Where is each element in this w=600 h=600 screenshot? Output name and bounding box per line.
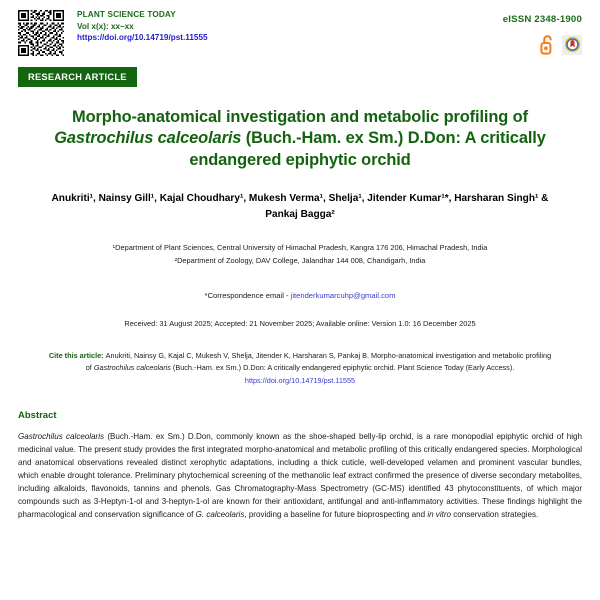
cite-this-article-block [46, 350, 554, 386]
article-type-badge: RESEARCH ARTICLE [18, 67, 137, 87]
journal-volume: Vol x(x): xx–xx [77, 21, 134, 31]
crossmark-badge-icon[interactable] [562, 35, 582, 55]
citation-species-name: Gastrochilus calceolaris [93, 362, 171, 372]
abstract-text [18, 430, 582, 522]
affiliation-1: ¹Department of Plant Sciences, Central University of Himachal Pradesh, Kangra 176 206, Himachal Pradesh, India [112, 243, 488, 253]
title-species-name: Gastrochilus calceolaris [54, 129, 242, 148]
citation-doi-link[interactable]: https://doi.org/10.14719/pst.11555 [244, 375, 356, 385]
abstract-species-opening: Gastrochilus calceolaris [18, 431, 105, 441]
author-list [40, 191, 560, 222]
journal-name: PLANT SCIENCE TODAY [77, 10, 176, 19]
masthead [18, 8, 582, 56]
open-access-lock-icon[interactable] [540, 34, 555, 55]
abstract-in-vitro: in vitro [427, 510, 452, 520]
abstract-heading: Abstract [18, 409, 57, 421]
citation-text-part-2: (Buch.-Ham. ex Sm.) D.Don: A critically endangered epiphytic orchid. Plant Science Today (Early Access). [170, 362, 515, 372]
qr-code-icon [18, 10, 64, 56]
abstract-text-2: , providing a baseline for future bioprospecting and [244, 510, 428, 520]
correspondence-label: *Correspondence email - [204, 291, 291, 301]
title-line-2-rest: (Buch.-Ham. ex Sm.) D.Don: A critically [241, 129, 546, 148]
cite-this-article-label: Cite this article: [48, 351, 106, 361]
abstract-species-abbrev: G. calceolaris [195, 510, 245, 520]
title-line-1: Morpho-anatomical investigation and metabolic profiling of [72, 108, 528, 126]
masthead-left [18, 8, 208, 56]
abstract-text-1: (Buch.-Ham. ex Sm.) D.Don, commonly known as the shoe-shaped belly-lip orchid, is a rare monopodial epiphytic orchid of high medicinal value. The present study provides the first integrated morpho-anatomical and metabolic profiling of this critically endangered species. Morphological and anatomical observations revealed distinct xerophytic adaptations, including a thick cuticle, well-developed velamen and prominent vascular bundles, which enable drought tolerance. Preliminary phytochemical screening of the methanolic leaf extract confirmed the presence of diverse secondary metabolites, including alkaloids, flavonoids, tannins and phenols. Gas Chromatography-Mass Spectrometry (GC-MS) identified 43 phytoconstituents, of which major compounds such as 3-Heptyn-1-ol and 3-heptyn-1-ol are known for their antioxidant, antifungal and anti-inflammatory activities. These findings highlight the pharmacological and conservation significance of [18, 431, 582, 520]
badge-row [503, 34, 582, 55]
affiliations [18, 242, 582, 268]
page-title [24, 107, 576, 171]
title-line-3: endangered epiphytic orchid [189, 150, 411, 169]
journal-doi-link[interactable]: https://doi.org/10.14719/pst.11555 [77, 33, 208, 43]
affiliation-2: ²Department of Zoology, DAV College, Jalandhar 144 008, Chandigarh, India [174, 256, 426, 266]
masthead-right [503, 8, 582, 55]
authors-primary: Anukriti¹, Nainsy Gill¹, Kajal Choudhary¹, Mukesh Verma¹, Shelja¹, Jitender Kumar¹*, Harsharan Singh¹ & [51, 192, 549, 204]
abstract-text-3: conservation strategies. [451, 510, 539, 520]
correspondence-line [18, 291, 582, 300]
authors-last: Pankaj Bagga² [265, 208, 335, 220]
publication-dates: Received: 31 August 2025; Accepted: 21 November 2025; Available online: Version 1.0: 16 December 2025 [124, 319, 476, 329]
eissn-label: eISSN 2348-1900 [502, 14, 582, 25]
journal-info [77, 8, 208, 44]
correspondence-email-link[interactable]: jitenderkumarcuhp@gmail.com [290, 291, 396, 301]
citation-text-part-1: Anukriti, Nainsy G, Kajal C, Mukesh V, Shelja, Jitender K, Harsharan S, Pankaj B. Morpho-anatomical investigation and metabolic profiling of [85, 351, 552, 372]
